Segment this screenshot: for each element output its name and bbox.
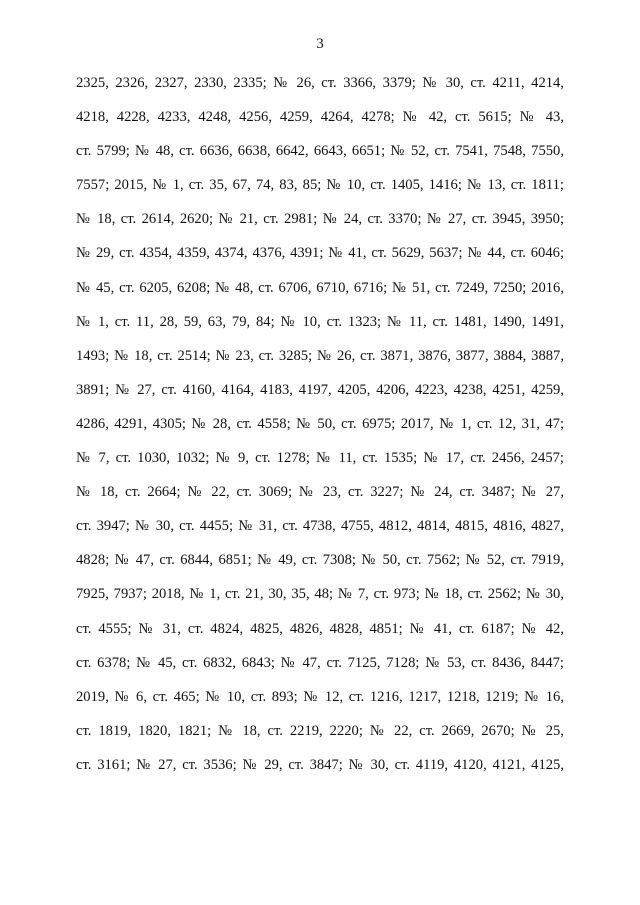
text-line-13: № 18, ст. 2664; № 22, ст. 3069; № 23, ст. 3227; № 24, ст. 3487; № 27,: [76, 484, 564, 501]
text-line-9: 1493; № 18, ст. 2514; № 23, ст. 3285; № 26, ст. 3871, 3876, 3877, 3884, 3887,: [76, 347, 564, 364]
text-line-18: ст. 6378; № 45, ст. 6832, 6843; № 47, ст. 7125, 7128; № 53, ст. 8436, 8447;: [76, 654, 564, 671]
text-line-14: ст. 3947; № 30, ст. 4455; № 31, ст. 4738, 4755, 4812, 4814, 4815, 4816, 4827,: [76, 518, 564, 535]
text-line-10: 3891; № 27, ст. 4160, 4164, 4183, 4197, 4205, 4206, 4223, 4238, 4251, 4259,: [76, 381, 564, 398]
text-line-6: № 29, ст. 4354, 4359, 4374, 4376, 4391; № 41, ст. 5629, 5637; № 44, ст. 6046;: [76, 245, 564, 262]
text-line-4: 7557; 2015, № 1, ст. 35, 67, 74, 83, 85; № 10, ст. 1405, 1416; № 13, ст. 1811;: [76, 177, 564, 194]
text-line-7: № 45, ст. 6205, 6208; № 48, ст. 6706, 6710, 6716; № 51, ст. 7249, 7250; 2016,: [76, 279, 564, 296]
text-line-16: 7925, 7937; 2018, № 1, ст. 21, 30, 35, 48; № 7, ст. 973; № 18, ст. 2562; № 30,: [76, 586, 564, 603]
text-line-12: № 7, ст. 1030, 1032; № 9, ст. 1278; № 11, ст. 1535; № 17, ст. 2456, 2457;: [76, 450, 564, 467]
body-text: [76, 72, 564, 788]
text-line-5: № 18, ст. 2614, 2620; № 21, ст. 2981; № 24, ст. 3370; № 27, ст. 3945, 3950;: [76, 211, 564, 228]
text-line-17: ст. 4555; № 31, ст. 4824, 4825, 4826, 4828, 4851; № 41, ст. 6187; № 42,: [76, 620, 564, 637]
text-line-3: ст. 5799; № 48, ст. 6636, 6638, 6642, 6643, 6651; № 52, ст. 7541, 7548, 7550,: [76, 143, 564, 160]
text-line-15: 4828; № 47, ст. 6844, 6851; № 49, ст. 7308; № 50, ст. 7562; № 52, ст. 7919,: [76, 552, 564, 569]
text-line-11: 4286, 4291, 4305; № 28, ст. 4558; № 50, ст. 6975; 2017, № 1, ст. 12, 31, 47;: [76, 415, 564, 432]
text-line-1: 2325, 2326, 2327, 2330, 2335; № 26, ст. 3366, 3379; № 30, ст. 4211, 4214,: [76, 75, 564, 91]
text-line-20: ст. 1819, 1820, 1821; № 18, ст. 2219, 2220; № 22, ст. 2669, 2670; № 25,: [76, 722, 564, 739]
page-number: 3: [316, 36, 324, 52]
text-line-2: 4218, 4228, 4233, 4248, 4256, 4259, 4264, 4278; № 42, ст. 5615; № 43,: [76, 109, 564, 126]
text-line-8: № 1, ст. 11, 28, 59, 63, 79, 84; № 10, ст. 1323; № 11, ст. 1481, 1490, 1491,: [76, 313, 564, 330]
text-line-21: ст. 3161; № 27, ст. 3536; № 29, ст. 3847; № 30, ст. 4119, 4120, 4121, 4125,: [76, 756, 564, 773]
text-line-19: 2019, № 6, ст. 465; № 10, ст. 893; № 12, ст. 1216, 1217, 1218, 1219; № 16,: [76, 688, 564, 705]
